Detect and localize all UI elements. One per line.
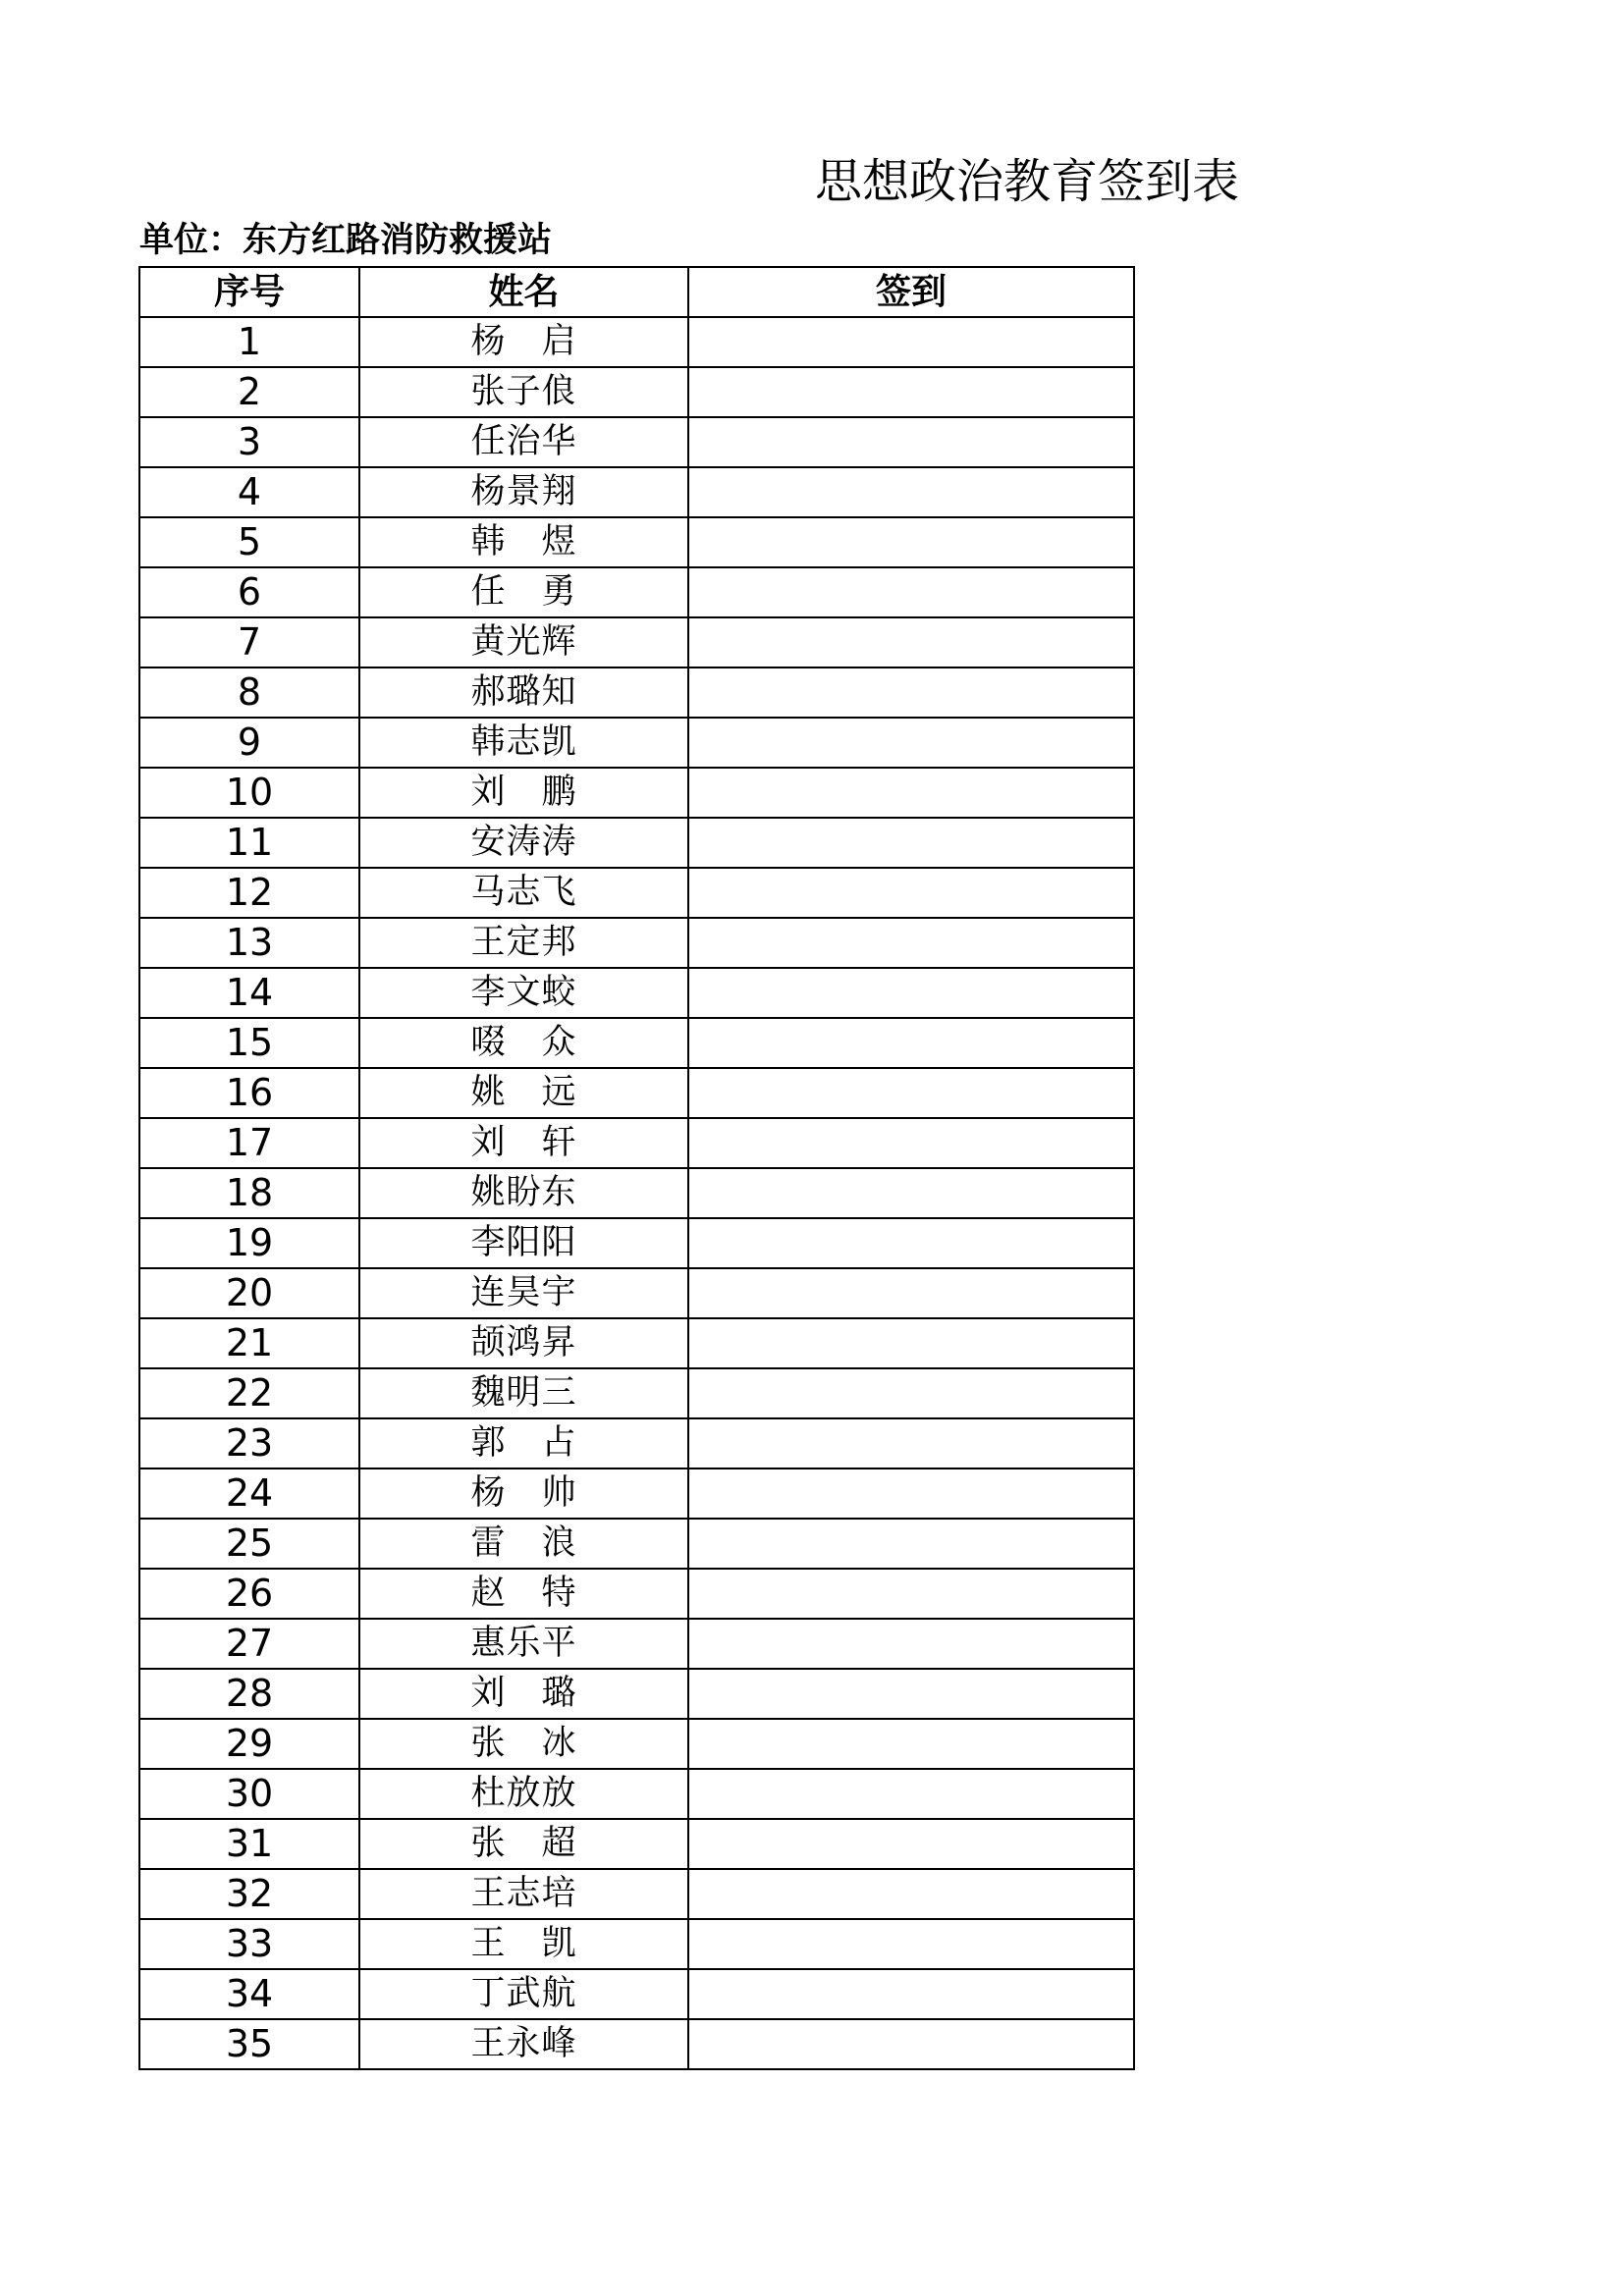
table-row xyxy=(139,2019,1134,2069)
row-sign-cell[interactable] xyxy=(688,1969,1134,2019)
table-row xyxy=(139,1769,1134,1819)
header-sign: 签到 xyxy=(688,267,1134,317)
row-name: 李文蛟 xyxy=(359,968,688,1018)
row-number: 22 xyxy=(139,1368,359,1418)
row-sign-cell[interactable] xyxy=(688,1519,1134,1569)
row-name: 姚 远 xyxy=(359,1068,688,1118)
row-name: 王志培 xyxy=(359,1869,688,1919)
row-number: 3 xyxy=(139,417,359,467)
table-row xyxy=(139,1519,1134,1569)
row-number: 29 xyxy=(139,1719,359,1769)
row-name: 丁武航 xyxy=(359,1969,688,2019)
header-number: 序号 xyxy=(139,267,359,317)
table-row xyxy=(139,868,1134,918)
row-name: 任治华 xyxy=(359,417,688,467)
row-sign-cell[interactable] xyxy=(688,1368,1134,1418)
row-number: 6 xyxy=(139,567,359,617)
row-number: 7 xyxy=(139,617,359,667)
row-number: 15 xyxy=(139,1018,359,1068)
row-sign-cell[interactable] xyxy=(688,1218,1134,1268)
row-name: 姚盼东 xyxy=(359,1168,688,1218)
table-body xyxy=(139,317,1134,2069)
row-name: 安涛涛 xyxy=(359,818,688,868)
row-name: 啜 众 xyxy=(359,1018,688,1068)
row-name: 魏明三 xyxy=(359,1368,688,1418)
table-row xyxy=(139,367,1134,417)
row-sign-cell[interactable] xyxy=(688,1468,1134,1519)
table-row xyxy=(139,1218,1134,1268)
row-name: 黄光辉 xyxy=(359,617,688,667)
row-sign-cell[interactable] xyxy=(688,1318,1134,1368)
row-sign-cell[interactable] xyxy=(688,617,1134,667)
table-row xyxy=(139,1719,1134,1769)
unit-label: 单位：东方红路消防救援站 xyxy=(139,220,553,260)
row-sign-cell[interactable] xyxy=(688,868,1134,918)
row-sign-cell[interactable] xyxy=(688,467,1134,517)
row-sign-cell[interactable] xyxy=(688,1018,1134,1068)
table-row xyxy=(139,1318,1134,1368)
row-sign-cell[interactable] xyxy=(688,818,1134,868)
row-sign-cell[interactable] xyxy=(688,718,1134,768)
row-sign-cell[interactable] xyxy=(688,1919,1134,1969)
table-row xyxy=(139,1569,1134,1619)
table-row xyxy=(139,417,1134,467)
row-number: 8 xyxy=(139,667,359,718)
row-sign-cell[interactable] xyxy=(688,1819,1134,1869)
title-clip xyxy=(707,147,1240,216)
row-name: 赵 特 xyxy=(359,1569,688,1619)
page-title: 思想政治教育签到表 xyxy=(815,154,1240,209)
table-row xyxy=(139,818,1134,868)
row-name: 雷 浪 xyxy=(359,1519,688,1569)
row-sign-cell[interactable] xyxy=(688,968,1134,1018)
row-sign-cell[interactable] xyxy=(688,317,1134,367)
table-row xyxy=(139,968,1134,1018)
row-number: 11 xyxy=(139,818,359,868)
row-name: 王定邦 xyxy=(359,918,688,968)
row-name: 刘 轩 xyxy=(359,1118,688,1168)
table-row xyxy=(139,1669,1134,1719)
table-row xyxy=(139,667,1134,718)
table-row xyxy=(139,1969,1134,2019)
row-number: 1 xyxy=(139,317,359,367)
sign-in-table xyxy=(138,266,1135,2070)
row-sign-cell[interactable] xyxy=(688,417,1134,467)
row-number: 25 xyxy=(139,1519,359,1569)
row-name: 张 冰 xyxy=(359,1719,688,1769)
row-number: 30 xyxy=(139,1769,359,1819)
row-sign-cell[interactable] xyxy=(688,1268,1134,1318)
row-sign-cell[interactable] xyxy=(688,2019,1134,2069)
row-name: 刘 璐 xyxy=(359,1669,688,1719)
table-row xyxy=(139,1118,1134,1168)
row-number: 16 xyxy=(139,1068,359,1118)
row-number: 31 xyxy=(139,1819,359,1869)
table-row xyxy=(139,1418,1134,1468)
row-sign-cell[interactable] xyxy=(688,1569,1134,1619)
row-number: 27 xyxy=(139,1619,359,1669)
row-number: 33 xyxy=(139,1919,359,1969)
row-sign-cell[interactable] xyxy=(688,918,1134,968)
table-row xyxy=(139,1268,1134,1318)
row-number: 9 xyxy=(139,718,359,768)
row-sign-cell[interactable] xyxy=(688,1118,1134,1168)
row-name: 惠乐平 xyxy=(359,1619,688,1669)
row-number: 23 xyxy=(139,1418,359,1468)
row-sign-cell[interactable] xyxy=(688,1418,1134,1468)
row-name: 马志飞 xyxy=(359,868,688,918)
row-number: 24 xyxy=(139,1468,359,1519)
row-name: 颉鸿昇 xyxy=(359,1318,688,1368)
row-name: 韩 煜 xyxy=(359,517,688,567)
row-sign-cell[interactable] xyxy=(688,1719,1134,1769)
row-name: 刘 鹏 xyxy=(359,768,688,818)
row-name: 任 勇 xyxy=(359,567,688,617)
row-number: 28 xyxy=(139,1669,359,1719)
table-row xyxy=(139,768,1134,818)
row-sign-cell[interactable] xyxy=(688,1769,1134,1819)
table-row xyxy=(139,1468,1134,1519)
table-row xyxy=(139,1819,1134,1869)
table-row xyxy=(139,1068,1134,1118)
table-row xyxy=(139,567,1134,617)
row-number: 19 xyxy=(139,1218,359,1268)
row-number: 12 xyxy=(139,868,359,918)
row-sign-cell[interactable] xyxy=(688,1619,1134,1669)
row-number: 13 xyxy=(139,918,359,968)
row-number: 2 xyxy=(139,367,359,417)
row-number: 21 xyxy=(139,1318,359,1368)
row-number: 18 xyxy=(139,1168,359,1218)
row-number: 4 xyxy=(139,467,359,517)
row-sign-cell[interactable] xyxy=(688,367,1134,417)
row-name: 连昊宇 xyxy=(359,1268,688,1318)
row-name: 杜放放 xyxy=(359,1769,688,1819)
table-row xyxy=(139,317,1134,367)
row-sign-cell[interactable] xyxy=(688,1869,1134,1919)
table-row xyxy=(139,1869,1134,1919)
table-row xyxy=(139,1168,1134,1218)
row-number: 14 xyxy=(139,968,359,1018)
row-sign-cell[interactable] xyxy=(688,1068,1134,1118)
table-row xyxy=(139,517,1134,567)
row-name: 韩志凯 xyxy=(359,718,688,768)
row-name: 张子俍 xyxy=(359,367,688,417)
header-name: 姓名 xyxy=(359,267,688,317)
table-row xyxy=(139,1018,1134,1068)
row-name: 郝璐知 xyxy=(359,667,688,718)
table-row xyxy=(139,1919,1134,1969)
table-row xyxy=(139,918,1134,968)
row-name: 王 凯 xyxy=(359,1919,688,1969)
row-number: 17 xyxy=(139,1118,359,1168)
table-row xyxy=(139,467,1134,517)
row-number: 26 xyxy=(139,1569,359,1619)
row-number: 5 xyxy=(139,517,359,567)
header-row xyxy=(139,267,1134,317)
row-sign-cell[interactable] xyxy=(688,1669,1134,1719)
row-name: 李阳阳 xyxy=(359,1218,688,1268)
row-name: 郭 占 xyxy=(359,1418,688,1468)
row-name: 张 超 xyxy=(359,1819,688,1869)
row-sign-cell[interactable] xyxy=(688,768,1134,818)
row-name: 王永峰 xyxy=(359,2019,688,2069)
row-name: 杨 启 xyxy=(359,317,688,367)
row-number: 32 xyxy=(139,1869,359,1919)
row-name: 杨景翔 xyxy=(359,467,688,517)
table-row xyxy=(139,718,1134,768)
table-row xyxy=(139,617,1134,667)
row-sign-cell[interactable] xyxy=(688,667,1134,718)
row-number: 10 xyxy=(139,768,359,818)
row-sign-cell[interactable] xyxy=(688,567,1134,617)
row-number: 35 xyxy=(139,2019,359,2069)
table-row xyxy=(139,1368,1134,1418)
row-sign-cell[interactable] xyxy=(688,1168,1134,1218)
row-number: 20 xyxy=(139,1268,359,1318)
table-row xyxy=(139,1619,1134,1669)
row-name: 杨 帅 xyxy=(359,1468,688,1519)
row-sign-cell[interactable] xyxy=(688,517,1134,567)
row-number: 34 xyxy=(139,1969,359,2019)
